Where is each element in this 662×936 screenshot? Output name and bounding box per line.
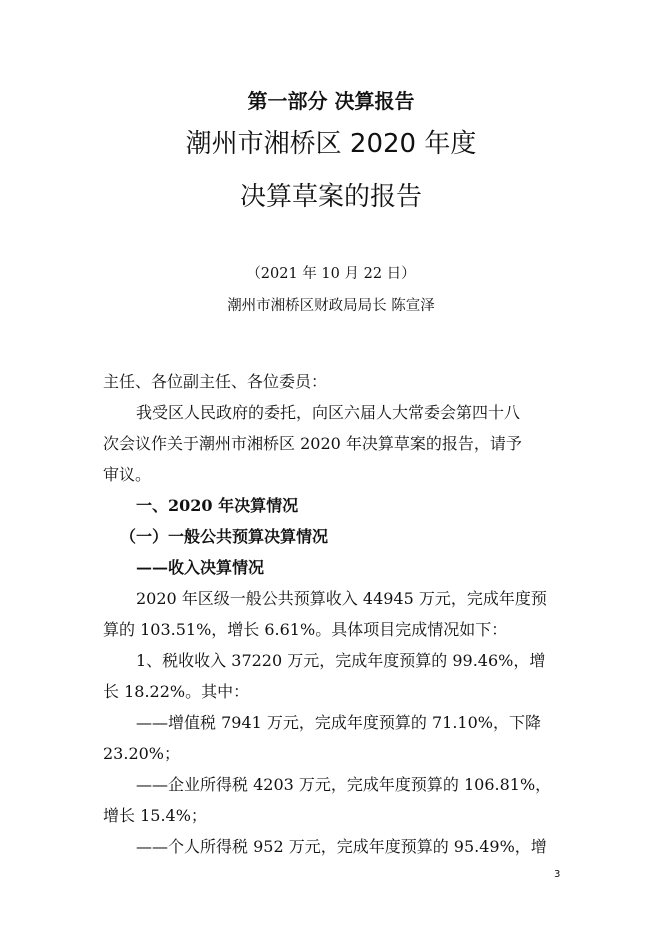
section-heading-3: ——收入决算情况	[136, 558, 265, 577]
paragraph-5-line-1: ——个人所得税 952 万元，完成年度预算的 95.49%，增	[136, 837, 547, 856]
paragraph-2-line-1: 1、税收收入 37220 万元，完成年度预算的 99.46%，增	[136, 651, 546, 670]
paragraph-2-line-2: 长 18.22%。其中：	[103, 682, 250, 701]
paragraph-4-line-2: 增长 15.4%；	[103, 806, 207, 825]
part-title: 第一部分 决算报告	[247, 89, 415, 113]
paragraph-1-line-1: 2020 年区级一般公共预算收入 44945 万元，完成年度预	[136, 589, 547, 608]
intro-line-1: 我受区人民政府的委托，向区六届人大常委会第四十八	[136, 403, 521, 422]
report-title-line-1: 潮州市湘桥区 2020 年度	[185, 129, 477, 159]
paragraph-1-line-2: 算的 103.51%，增长 6.61%。具体项目完成情况如下：	[103, 620, 508, 639]
page-number: 3	[554, 869, 561, 880]
salutation: 主任、各位副主任、各位委员：	[103, 372, 328, 391]
paragraph-3-line-1: ——增值税 7941 万元，完成年度预算的 71.10%，下降	[136, 713, 541, 732]
report-title-line-2: 决算草案的报告	[239, 182, 422, 212]
paragraph-4-line-1: ——企业所得税 4203 万元，完成年度预算的 106.81%，	[136, 775, 552, 794]
report-author: 潮州市湘桥区财政局局长 陈宣泽	[227, 298, 435, 314]
section-heading-2: （一）一般公共预算决算情况	[120, 527, 329, 546]
section-heading-1: 一、2020 年决算情况	[136, 496, 299, 515]
intro-line-2: 次会议作关于潮州市湘桥区 2020 年决算草案的报告，请予	[103, 434, 522, 453]
report-date: （2021 年 10 月 22 日）	[246, 266, 416, 282]
intro-line-3: 审议。	[103, 465, 152, 484]
paragraph-3-line-2: 23.20%；	[103, 744, 181, 763]
